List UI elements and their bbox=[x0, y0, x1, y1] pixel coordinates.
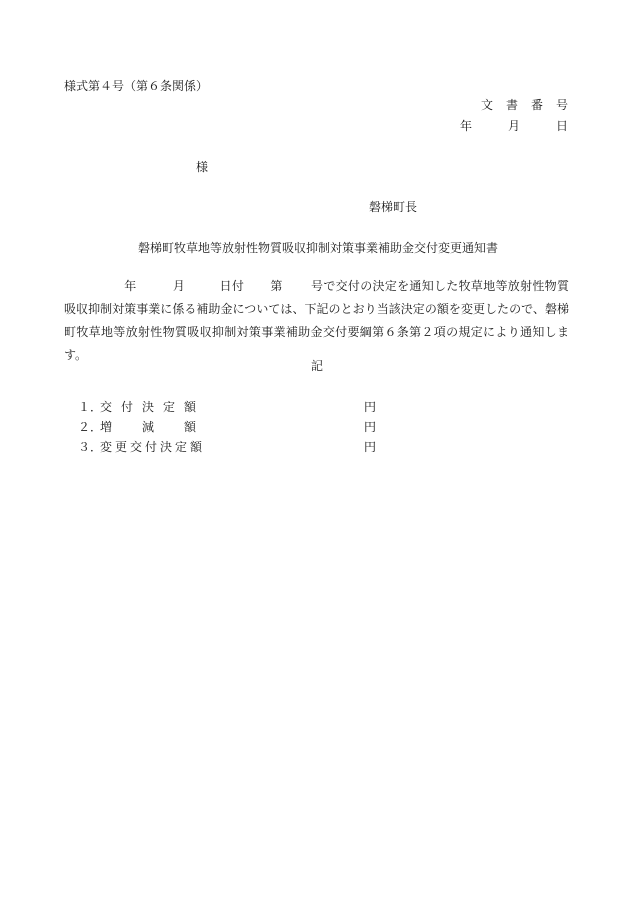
issuer-name: 磐梯町長 bbox=[369, 200, 418, 214]
item-number: ２． bbox=[78, 420, 103, 434]
body-month-label: 月 bbox=[172, 279, 186, 293]
date-year-label: 年 bbox=[459, 119, 472, 133]
item-label-increase-decrease: 増減額 bbox=[100, 420, 227, 434]
body-date-suffix: 日付 bbox=[219, 279, 245, 293]
addressee-suffix: 様 bbox=[196, 160, 209, 174]
item-label-grant-amount: 交付決定額 bbox=[100, 400, 206, 414]
body-number-prefix: 第 bbox=[270, 279, 283, 293]
body-text: 号で交付の決定を通知した牧草地等放射性物質吸収抑制対策事業に係る補助金については、下記のとおり当該決定の額を変更したので、磐梯町牧草地等放射性物質吸収抑制対策事業補助金交付要綱第６条第２項の規定により通知します。 bbox=[64, 279, 569, 362]
item-unit: 円 bbox=[364, 420, 377, 434]
issue-date bbox=[460, 118, 568, 134]
ki-heading: 記 bbox=[311, 359, 324, 373]
date-day-label: 日 bbox=[555, 119, 568, 133]
item-number: １． bbox=[78, 400, 103, 414]
date-month-label: 月 bbox=[507, 119, 520, 133]
list-item bbox=[78, 419, 376, 435]
document-number-label: 文書番号 bbox=[480, 98, 581, 112]
body-paragraph bbox=[64, 275, 569, 367]
item-label-revised-amount: 変更交付決定額 bbox=[100, 440, 206, 454]
item-number: ３． bbox=[78, 440, 103, 454]
document-title: 磐梯町牧草地等放射性物質吸収抑制対策事業補助金交付変更通知書 bbox=[138, 241, 499, 255]
list-item bbox=[78, 439, 376, 455]
body-year-label: 年 bbox=[124, 279, 137, 293]
item-unit: 円 bbox=[364, 400, 377, 414]
list-item bbox=[78, 399, 376, 415]
form-number: 様式第４号（第６条関係） bbox=[64, 79, 209, 93]
item-unit: 円 bbox=[364, 440, 377, 454]
